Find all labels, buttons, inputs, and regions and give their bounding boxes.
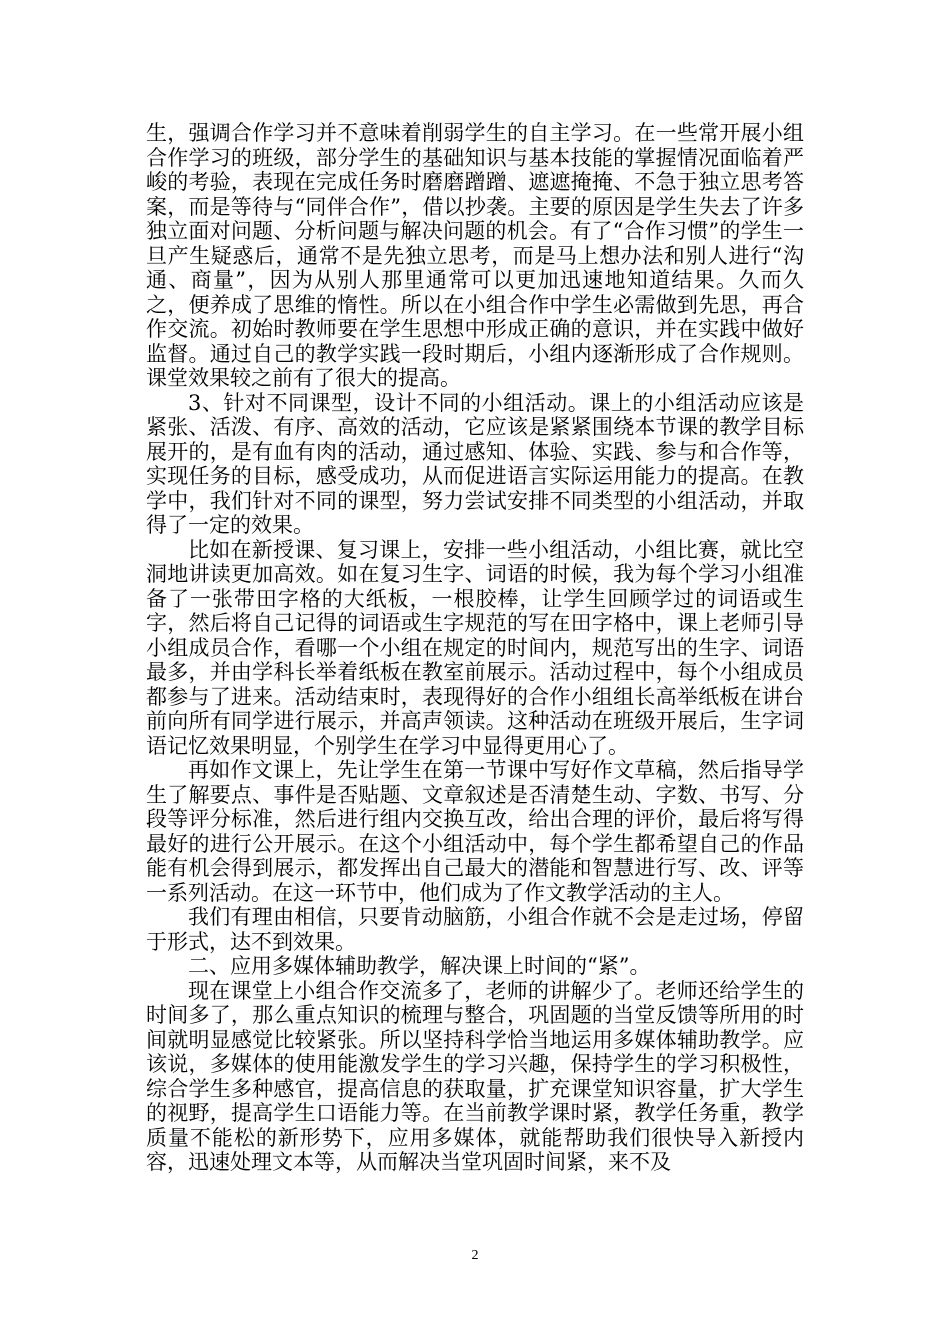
paragraph-1: 生，强调合作学习并不意味着削弱学生的自主学习。在一些常开展小组合作学习的班级，部分学生的基础知识与基本技能的掌握情况面临着严峻的考验，表现在完成任务时磨磨蹭蹭、遮遮掩掩、不急于独立思考答案，而是等待与“同伴合作”，借以抄袭。主要的原因是学生失去了许多独立面对问题、分析问题与解决问题的机会。有了“合作习惯”的学生一旦产生疑惑后，通常不是先独立思考，而是马上想办法和别人进行“沟通、商量”，因为从别人那里通常可以更加迅速地知道结果。久而久之，便养成了思维的惰性。所以在小组合作中学生必需做到先思，再合作交流。初始时教师要在学生思想中形成正确的意识，并在实践中做好监督。通过自己的教学实践一段时期后，小组内逐渐形成了合作规则。课堂效果较之前有了很大的提高。 [146, 121, 804, 390]
page-number: 2 [471, 1248, 479, 1263]
paragraph-6: 现在课堂上小组合作交流多了，老师的讲解少了。老师还给学生的时间多了，那么重点知识的梳理与整合，巩固题的当堂反馈等所用的时间就明显感觉比较紧张。所以坚持科学恰当地运用多媒体辅助教学。应该说，多媒体的使用能激发学生的学习兴趣，保持学生的学习积极性，综合学生多种感官，提高信息的获取量，扩充课堂知识容量，扩大学生的视野，提高学生口语能力等。在当前教学课时紧，教学任务重，教学质量不能松的新形势下，应用多媒体，就能帮助我们很快导入新授内容，迅速处理文本等，从而解决当堂巩固时间紧，来不及 [146, 978, 804, 1174]
paragraph-5: 我们有理由相信，只要肯动脑筋，小组合作就不会是走过场，停留于形式，达不到效果。 [146, 905, 804, 954]
paragraph-3: 比如在新授课、复习课上，安排一些小组活动，小组比赛，就比空洞地讲读更加高效。如在复习生字、词语的时候，我为每个学习小组准备了一张带田字格的大纸板，一根胶棒，让学生回顾学过的词语或生字，然后将自己记得的词语或生字规范的写在田字格中，课上老师引导小组成员合作，看哪一个小组在规定的时间内，规范写出的生字、词语最多，并由学科长举着纸板在教室前展示。活动过程中，每个小组成员都参与了进来。活动结束时，表现得好的合作小组组长高举纸板在讲台前向所有同学进行展示，并高声领读。这种活动在班级开展后，生字词语记忆效果明显，个别学生在学习中显得更用心了。 [146, 537, 804, 758]
body-text [146, 121, 804, 1175]
section-heading: 二、应用多媒体辅助教学，解决课上时间的“紧”。 [188, 954, 651, 978]
paragraph-4: 再如作文课上，先让学生在第一节课中写好作文草稿，然后指导学生了解要点、事件是否贴题、文章叙述是否清楚生动、字数、书写、分段等评分标准，然后进行组内交换互改，给出合理的评价，最后将写得最好的进行公开展示。在这个小组活动中，每个学生都希望自己的作品能有机会得到展示，都发挥出自己最大的潜能和智慧进行写、改、评等一系列活动。在这一环节中，他们成为了作文教学活动的主人。 [146, 758, 804, 905]
paragraph-2: 3、针对不同课型，设计不同的小组活动。课上的小组活动应该是紧张、活泼、有序、高效的活动，它应该是紧紧围绕本节课的教学目标展开的，是有血有肉的活动，通过感知、体验、实践、参与和合作等，实现任务的目标，感受成功，从而促进语言实际运用能力的提高。在教学中，我们针对不同的课型，努力尝试安排不同类型的小组活动，并取得了一定的效果。 [146, 390, 804, 537]
